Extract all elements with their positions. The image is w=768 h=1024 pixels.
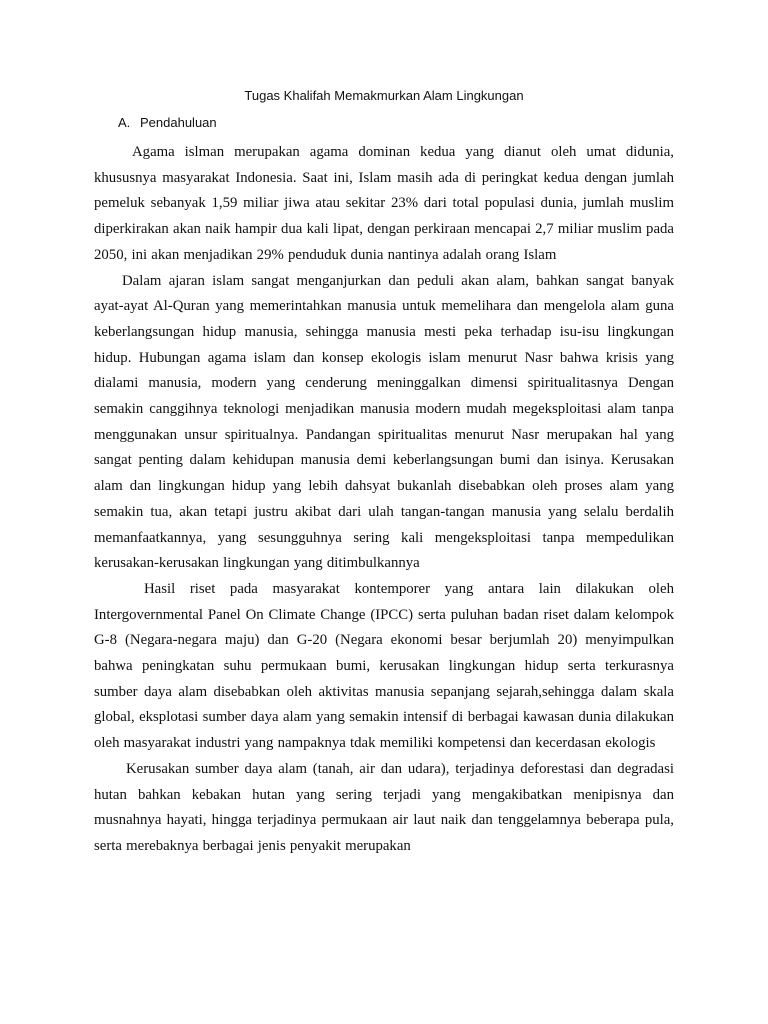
section-heading [118,115,217,131]
paragraph-1: Agama islman merupakan agama dominan kedua yang dianut oleh umat didunia, khususnya masyarakat Indonesia. Saat ini, Islam masih ada di peringkat kedua dengan jumlah pemeluk sebanyak 1,59 miliar jiwa atau sekitar 23% dari total populasi dunia, jumlah muslim diperkirakan akan naik hampir dua kali lipat, dengan perkiraan mencapai 2,7 miliar muslim pada 2050, ini akan menjadikan 29% penduduk dunia nantinya adalah orang Islam [94,144,674,263]
paragraph-2: Dalam ajaran islam sangat menganjurkan dan peduli akan alam, bahkan sangat banyak ayat-ayat Al-Quran yang memerintahkan manusia untuk memelihara dan mengelola alam guna keberlangsungan hidup manusia, sehingga manusia mesti peka terhadap isu-isu lingkungan hidup. Hubungan agama islam dan konsep ekologis islam menurut Nasr bahwa krisis yang dialami manusia, modern yang cenderung meninggalkan dimensi spiritualitasnya Dengan semakin canggihnya teknologi menjadikan manusia modern mudah megeksploitasi alam tanpa menggunakan unsur spiritualnya. Pandangan spiritualitas menurut Nasr merupakan hal yang sangat penting dalam kehidupan manusia demi keberlangsungan bumi dan isinya. Kerusakan alam dan lingkungan hidup yang lebih dahsyat bukanlah disebabkan oleh proses alam yang semakin tua, akan tetapi justru akibat dari ulah tangan-tangan manusia yang selalu berdalih memanfaatkannya, yang sesungguhnya sering kali mengeksploitasi tanpa mempedulikan kerusakan-kerusakan lingkungan yang ditimbulkannya [94,272,674,572]
section-number: A. [118,115,131,130]
document-body [94,140,674,860]
paragraph-3: Hasil riset pada masyarakat kontemporer yang antara lain dilakukan oleh Intergovernmental Panel On Climate Change (IPCC) serta puluhan badan riset dalam kelompok G-8 (Negara-negara maju) dan G-20 (Negara ekonomi besar berjumlah 20) menyimpulkan bahwa peningkatan suhu permukaan bumi, kerusakan lingkungan hidup serta terkurasnya sumber daya alam disebabkan oleh aktivitas manusia sepanjang sejarah,sehingga dalam skala global, eksplotasi sumber daya alam yang semakin intensif di berbagai kawasan dunia dilakukan oleh masyarakat industri yang nampaknya tdak memiliki kompetensi dan kecerdasan ekologis [94,580,674,752]
paragraph-4: Kerusakan sumber daya alam (tanah, air dan udara), terjadinya deforestasi dan degradasi hutan bahkan kebakan hutan yang sering terjadi yang mengakibatkan menipisnya dan musnahnya hayati, hingga terjadinya permukaan air laut naik dan tenggelamnya beberapa pula, serta merebaknya berbagai jenis penyakit merupakan [94,760,674,854]
section-heading-text: Pendahuluan [140,115,217,130]
document-title: Tugas Khalifah Memakmurkan Alam Lingkungan [244,88,524,103]
